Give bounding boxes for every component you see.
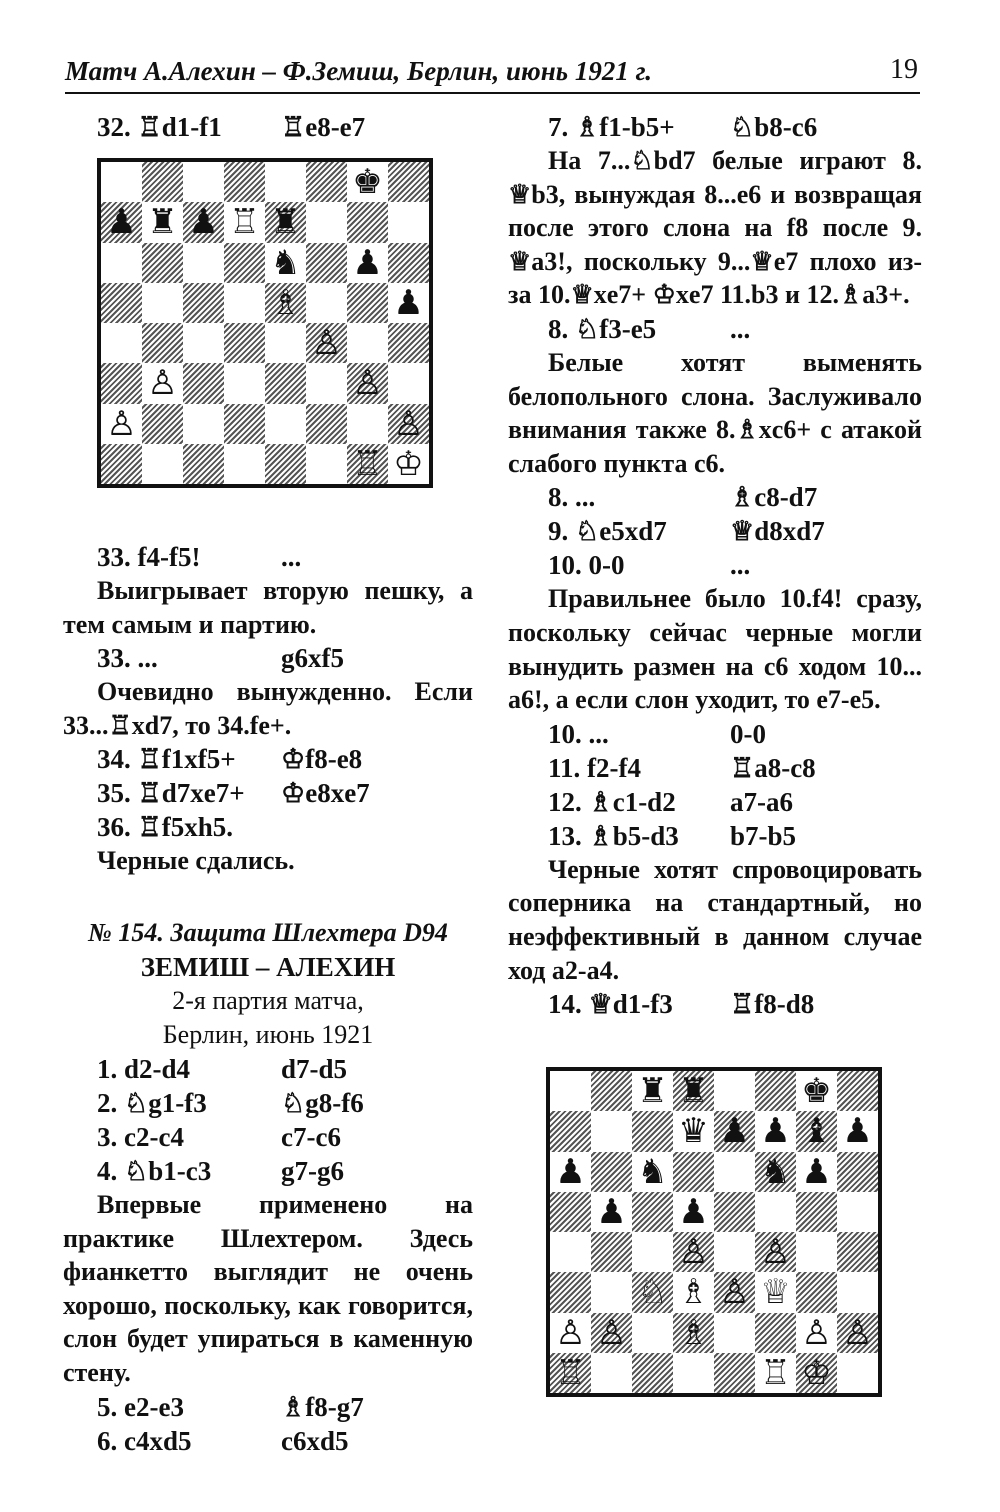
move-row <box>63 641 473 675</box>
board-square <box>306 363 347 403</box>
white-move: 12. ♗c1-d2 <box>548 786 676 817</box>
black-move: g7-g6 <box>281 1155 344 1186</box>
board-square <box>224 243 265 283</box>
board-square <box>591 1071 632 1111</box>
board-square <box>714 1071 755 1111</box>
white-bishop-icon: ♗ <box>678 1272 709 1313</box>
board-square <box>183 404 224 444</box>
board-square <box>101 162 142 202</box>
white-rook-icon: ♖ <box>760 1352 791 1393</box>
board-square <box>796 1313 837 1353</box>
white-pawn-icon: ♙ <box>393 403 424 444</box>
board-square <box>388 363 429 403</box>
board-square <box>796 1192 837 1232</box>
board-square <box>388 243 429 283</box>
commentary: Выигрывает вторую пешку, а тем самым и партию. <box>63 576 473 639</box>
board-square <box>796 1152 837 1192</box>
move-row <box>508 785 922 819</box>
black-king-icon: ♚ <box>352 162 383 203</box>
black-move: ... <box>281 542 302 572</box>
move-row <box>63 1120 473 1154</box>
white-bishop-icon: ♗ <box>678 1312 709 1353</box>
board-square <box>101 323 142 363</box>
board-square <box>224 162 265 202</box>
board-square <box>265 162 306 202</box>
board-square <box>265 404 306 444</box>
black-knight-icon: ♞ <box>270 242 301 283</box>
commentary: Черные хотят спровоцировать соперника на стандартный, но неэффективный в данном случае ход a2-a4. <box>508 854 922 985</box>
white-move: 33. ... <box>97 643 158 674</box>
board-square <box>388 283 429 323</box>
white-king-icon: ♔ <box>393 443 424 484</box>
white-pawn-icon: ♙ <box>760 1232 791 1273</box>
move-row <box>63 1086 473 1120</box>
board-square <box>714 1232 755 1272</box>
board-square <box>796 1272 837 1312</box>
move-list <box>63 1052 473 1188</box>
white-move: 10. ... <box>548 718 609 749</box>
commentary: Очевидно вынужденно. Если 33...♖xd7, то 34.fe+. <box>63 677 473 740</box>
black-move: ♖f8-d8 <box>730 989 815 1020</box>
board-square <box>673 1353 714 1393</box>
black-pawn-icon: ♟ <box>188 202 219 243</box>
board-square <box>591 1111 632 1151</box>
board-square <box>183 444 224 484</box>
black-move: ♗c8-d7 <box>730 482 818 513</box>
board-square <box>142 162 183 202</box>
white-move: 2. ♘g1-f3 <box>97 1087 207 1118</box>
board-square <box>755 1192 796 1232</box>
black-pawn-icon: ♟ <box>678 1191 709 1232</box>
board-square <box>550 1313 591 1353</box>
board-square <box>224 283 265 323</box>
white-move: 10. 0-0 <box>548 550 625 581</box>
board-square <box>347 202 388 242</box>
game-players: ЗЕМИШ – АЛЕХИН <box>140 951 396 982</box>
white-move: 32. ♖d1-f1 <box>97 112 222 142</box>
board-square <box>673 1192 714 1232</box>
board-square <box>591 1152 632 1192</box>
black-pawn-icon: ♟ <box>555 1151 586 1192</box>
board-square <box>550 1152 591 1192</box>
move-row <box>63 1052 473 1086</box>
board-square <box>632 1192 673 1232</box>
move-row <box>63 810 473 844</box>
board-square <box>837 1232 878 1272</box>
move-row <box>63 110 473 144</box>
black-move: c6xd5 <box>281 1425 349 1456</box>
move-row <box>63 776 473 810</box>
white-pawn-icon: ♙ <box>719 1272 750 1313</box>
board-square <box>673 1071 714 1111</box>
white-move: 11. f2-f4 <box>548 752 641 783</box>
black-pawn-icon: ♟ <box>719 1111 750 1152</box>
board-square <box>755 1272 796 1312</box>
board-square <box>142 323 183 363</box>
white-move: 8. ... <box>548 482 596 513</box>
board-square <box>796 1353 837 1393</box>
chess-board <box>97 158 433 488</box>
move-row <box>508 480 922 514</box>
board-square <box>347 444 388 484</box>
board-square <box>388 202 429 242</box>
board-square <box>224 363 265 403</box>
board-square <box>101 363 142 403</box>
black-move: ♘g8-f6 <box>281 1087 364 1118</box>
board-square <box>673 1232 714 1272</box>
white-move: 5. e2-e3 <box>97 1391 184 1422</box>
black-move: ♔e8xe7 <box>281 778 370 809</box>
board-square <box>591 1353 632 1393</box>
move-row <box>63 742 473 776</box>
board-square <box>837 1353 878 1393</box>
running-header <box>65 50 920 94</box>
page-number: 19 <box>890 54 918 85</box>
black-move: ... <box>730 550 751 581</box>
board-square <box>755 1071 796 1111</box>
white-pawn-icon: ♙ <box>352 363 383 404</box>
white-rook-icon: ♖ <box>352 443 383 484</box>
board-square <box>837 1152 878 1192</box>
black-king-icon: ♚ <box>801 1071 832 1112</box>
board-square <box>388 162 429 202</box>
board-square <box>347 283 388 323</box>
board-square <box>632 1111 673 1151</box>
board-square <box>347 404 388 444</box>
white-move: 9. ♘e5xd7 <box>548 516 667 547</box>
board-square <box>796 1111 837 1151</box>
board-square <box>101 243 142 283</box>
black-move: ♕d8xd7 <box>730 516 825 547</box>
board-square <box>632 1232 673 1272</box>
board-square <box>183 202 224 242</box>
black-move: ♗f8-g7 <box>281 1391 364 1422</box>
board-square <box>714 1353 755 1393</box>
board-square <box>632 1353 673 1393</box>
chess-diagram-1 <box>97 158 473 488</box>
white-pawn-icon: ♙ <box>147 363 178 404</box>
move-list <box>508 480 922 582</box>
board-square <box>755 1313 796 1353</box>
board-square <box>550 1071 591 1111</box>
black-knight-icon: ♞ <box>760 1151 791 1192</box>
white-move: 1. d2-d4 <box>97 1053 191 1084</box>
board-square <box>837 1313 878 1353</box>
white-pawn-icon: ♙ <box>311 323 342 364</box>
board-square <box>224 444 265 484</box>
commentary: Впервые применено на практике Шлехтером. Здесь фианкетто выглядит не очень хорошо, поскольку, как говорится, слон будет упираться в каменную стену. <box>63 1189 473 1387</box>
board-square <box>673 1111 714 1151</box>
black-move: c7-c6 <box>281 1121 341 1152</box>
move-row <box>508 717 922 751</box>
board-square <box>796 1071 837 1111</box>
commentary: На 7...♘bd7 белые играют 8. ♕b3, вынуждая 8...e6 и возвращая после этого слона на f8 после 9. ♕a3!, поскольку 9...♕e7 плохо из-за 10.♕xe7+ ♔xe7 11.b3 и 12.♗a3+. <box>508 146 922 310</box>
white-rook-icon: ♖ <box>555 1352 586 1393</box>
board-square <box>306 323 347 363</box>
board-square <box>183 323 224 363</box>
white-move: 6. c4xd5 <box>97 1425 192 1456</box>
white-move: 36. ♖f5xh5. <box>97 812 233 843</box>
black-pawn-icon: ♟ <box>801 1151 832 1192</box>
board-square <box>591 1192 632 1232</box>
board-square <box>673 1272 714 1312</box>
board-square <box>142 363 183 403</box>
board-square <box>755 1353 796 1393</box>
white-move: 3. c2-c4 <box>97 1121 184 1152</box>
black-move: 0-0 <box>730 718 766 749</box>
white-pawn-icon: ♙ <box>555 1312 586 1353</box>
commentary: Правильнее было 10.f4! сразу, поскольку сейчас черные могли вынудить размен на c6 ходом 10... a6!, а если слон уходит, то e7-e5. <box>508 584 922 715</box>
right-column <box>508 110 922 1397</box>
commentary: Черные сдались. <box>97 846 295 876</box>
board-square <box>755 1232 796 1272</box>
board-square <box>347 162 388 202</box>
board-square <box>183 162 224 202</box>
board-square <box>714 1152 755 1192</box>
black-bishop-icon: ♝ <box>801 1111 832 1152</box>
board-square <box>142 202 183 242</box>
board-square <box>265 444 306 484</box>
black-rook-icon: ♜ <box>678 1071 709 1112</box>
white-queen-icon: ♕ <box>760 1272 791 1313</box>
board-square <box>224 404 265 444</box>
chess-diagram-2 <box>546 1067 922 1397</box>
white-move: 8. ♘f3-e5 <box>548 313 657 344</box>
board-square <box>837 1272 878 1312</box>
board-square <box>183 363 224 403</box>
board-square <box>183 283 224 323</box>
move-row <box>508 514 922 548</box>
black-move: ... <box>730 313 751 344</box>
white-king-icon: ♔ <box>801 1352 832 1393</box>
black-move: a7-a6 <box>730 786 793 817</box>
board-square <box>714 1272 755 1312</box>
board-square <box>550 1232 591 1272</box>
game-title: № 154. Защита Шлехтера D94 <box>88 917 448 947</box>
board-square <box>673 1152 714 1192</box>
white-move: 35. ♖d7xe7+ <box>97 778 245 809</box>
board-square <box>714 1111 755 1151</box>
black-move: d7-d5 <box>281 1053 348 1084</box>
white-knight-icon: ♘ <box>637 1272 668 1313</box>
move-row <box>508 312 922 346</box>
move-row <box>508 819 922 853</box>
black-move: ♖e8-e7 <box>281 112 366 142</box>
board-square <box>183 243 224 283</box>
move-list <box>63 1390 473 1458</box>
board-square <box>837 1071 878 1111</box>
white-pawn-icon: ♙ <box>106 403 137 444</box>
board-square <box>755 1111 796 1151</box>
move-row <box>63 1390 473 1424</box>
move-row <box>508 751 922 785</box>
game-info: 2-я партия матча, <box>172 985 364 1015</box>
white-bishop-icon: ♗ <box>270 282 301 323</box>
white-move: 14. ♕d1-f3 <box>548 989 673 1020</box>
board-square <box>550 1192 591 1232</box>
board-square <box>142 243 183 283</box>
board-square <box>550 1111 591 1151</box>
board-square <box>306 404 347 444</box>
black-pawn-icon: ♟ <box>760 1111 791 1152</box>
board-square <box>632 1272 673 1312</box>
game-info: Берлин, июнь 1921 <box>162 1019 374 1049</box>
commentary: Белые хотят выменять белопольного слона. Заслуживало внимания также 8.♗xc6+ с атакой слабого пункта c6. <box>508 347 922 478</box>
board-square <box>306 444 347 484</box>
board-square <box>714 1192 755 1232</box>
black-pawn-icon: ♟ <box>352 242 383 283</box>
chess-board <box>546 1067 882 1397</box>
move-row <box>63 540 473 574</box>
move-row <box>508 987 922 1021</box>
board-square <box>265 202 306 242</box>
move-row <box>508 548 922 582</box>
board-square <box>101 283 142 323</box>
white-pawn-icon: ♙ <box>842 1312 873 1353</box>
board-square <box>306 283 347 323</box>
board-square <box>714 1313 755 1353</box>
board-square <box>632 1152 673 1192</box>
board-square <box>550 1272 591 1312</box>
black-pawn-icon: ♟ <box>393 282 424 323</box>
black-rook-icon: ♜ <box>637 1071 668 1112</box>
white-pawn-icon: ♙ <box>801 1312 832 1353</box>
board-square <box>347 243 388 283</box>
board-square <box>837 1192 878 1232</box>
board-square <box>142 283 183 323</box>
board-square <box>224 323 265 363</box>
white-pawn-icon: ♙ <box>596 1312 627 1353</box>
game-heading <box>63 916 473 1052</box>
board-square <box>306 162 347 202</box>
move-row <box>63 1154 473 1188</box>
black-knight-icon: ♞ <box>637 1151 668 1192</box>
board-square <box>673 1313 714 1353</box>
board-square <box>265 283 306 323</box>
board-square <box>142 444 183 484</box>
board-square <box>632 1071 673 1111</box>
board-square <box>632 1313 673 1353</box>
left-column <box>63 110 473 1458</box>
move-row <box>508 110 922 144</box>
board-square <box>591 1232 632 1272</box>
board-square <box>550 1353 591 1393</box>
board-square <box>306 243 347 283</box>
board-square <box>347 323 388 363</box>
board-square <box>306 202 347 242</box>
black-move: b7-b5 <box>730 820 797 851</box>
white-move: 13. ♗b5-d3 <box>548 820 679 851</box>
running-title: Матч А.Алехин – Ф.Земиш, Берлин, июнь 1921 г. <box>65 56 652 86</box>
board-square <box>591 1272 632 1312</box>
board-square <box>265 323 306 363</box>
black-rook-icon: ♜ <box>147 202 178 243</box>
board-square <box>388 323 429 363</box>
board-square <box>101 444 142 484</box>
move-row <box>63 1424 473 1458</box>
board-square <box>101 202 142 242</box>
board-square <box>796 1232 837 1272</box>
black-move: g6xf5 <box>281 643 344 674</box>
white-move: 33. f4-f5! <box>97 542 201 572</box>
black-move: ♖a8-c8 <box>730 752 816 783</box>
board-square <box>755 1152 796 1192</box>
black-pawn-icon: ♟ <box>106 202 137 243</box>
board-square <box>837 1111 878 1151</box>
board-square <box>101 404 142 444</box>
board-square <box>388 444 429 484</box>
white-move: 34. ♖f1xf5+ <box>97 744 236 775</box>
black-pawn-icon: ♟ <box>842 1111 873 1152</box>
white-rook-icon: ♖ <box>229 202 260 243</box>
black-queen-icon: ♛ <box>678 1111 709 1152</box>
board-square <box>591 1313 632 1353</box>
white-pawn-icon: ♙ <box>678 1232 709 1273</box>
board-square <box>265 363 306 403</box>
board-square <box>388 404 429 444</box>
black-pawn-icon: ♟ <box>596 1191 627 1232</box>
board-square <box>265 243 306 283</box>
move-list <box>508 717 922 853</box>
black-move: ♔f8-e8 <box>281 744 363 775</box>
black-rook-icon: ♜ <box>270 202 301 243</box>
black-move: ♘b8-c6 <box>730 112 818 142</box>
board-square <box>347 363 388 403</box>
white-move: 7. ♗f1-b5+ <box>548 112 675 142</box>
white-move: 4. ♘b1-c3 <box>97 1155 212 1186</box>
board-square <box>224 202 265 242</box>
board-square <box>142 404 183 444</box>
